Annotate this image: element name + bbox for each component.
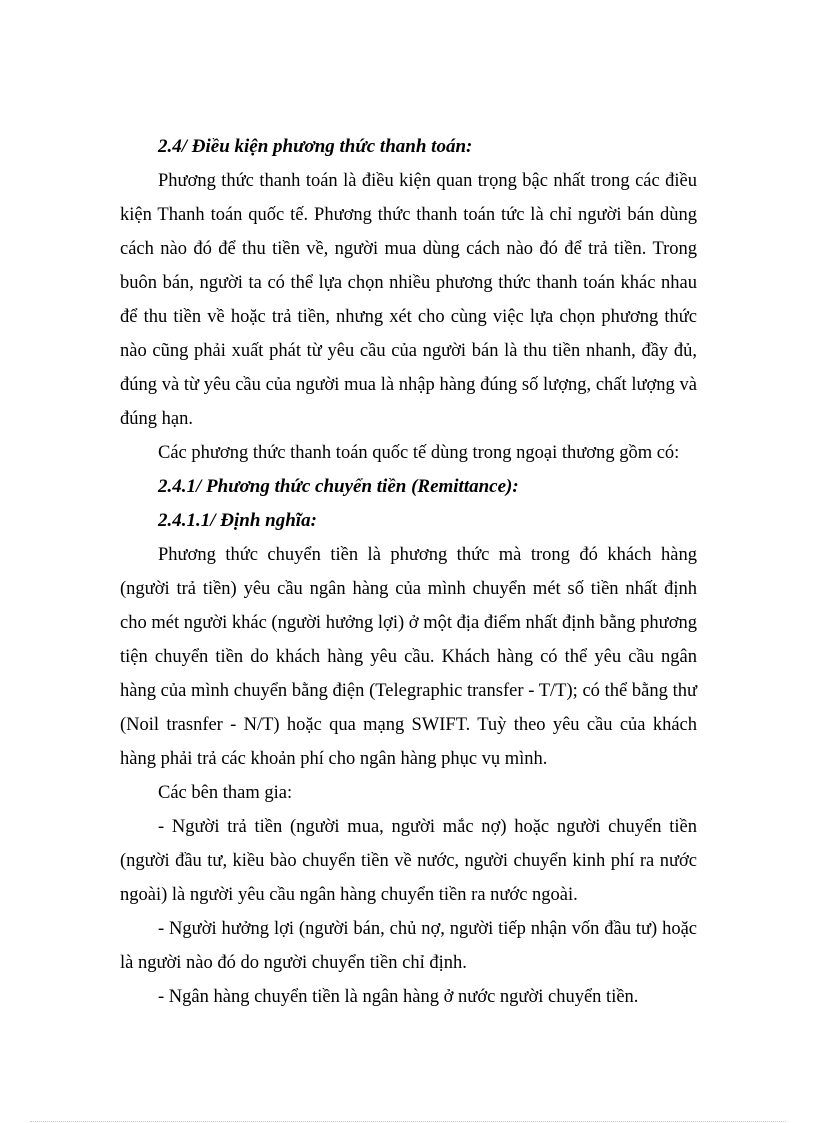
section-heading: 2.4/ Điều kiện phương thức thanh toán: — [158, 136, 473, 157]
intro-paragraph: Phương thức thanh toán là điều kiện quan trọng bậc nhất trong các điều kiện Thanh toán quốc tế. Phương thức thanh toán tức là chỉ người bán dùng cách nào đó để thu tiền về, người mua dùng cách nào đó để trả tiền. Trong buôn bán, người ta có thể lựa chọn nhiều phương thức thanh toán khác nhau để thu tiền về hoặc trả tiền, nhưng xét cho cùng việc lựa chọn phương thức nào cũng phải xuất phát từ yêu cầu của người bán là thu tiền nhanh, đầy đủ, đúng và từ yêu cầu của người mua là nhập hàng đúng số lượng, chất lượng và đúng hạn. — [120, 171, 697, 429]
document-page — [120, 130, 697, 1014]
party-item-remitting-bank: - Ngân hàng chuyển tiền là ngân hàng ở nước người chuyển tiền. — [158, 987, 639, 1007]
page-bottom-divider — [30, 1121, 786, 1122]
parties-intro-paragraph: Các bên tham gia: — [158, 783, 293, 803]
subsection-heading: 2.4.1/ Phương thức chuyển tiền (Remittance): — [158, 476, 519, 497]
methods-intro-paragraph: Các phương thức thanh toán quốc tế dùng trong ngoại thương gồm có: — [158, 443, 680, 463]
party-item-beneficiary: - Người hưởng lợi (người bán, chủ nợ, người tiếp nhận vốn đầu tư) hoặc là người nào đó do người chuyển tiền chỉ định. — [120, 919, 697, 973]
definition-paragraph: Phương thức chuyển tiền là phương thức mà trong đó khách hàng (người trả tiền) yêu cầu ngân hàng của mình chuyển mét số tiền nhất định cho mét người khác (người hưởng lợi) ở một địa điểm nhất định bằng phương tiện chuyển tiền do khách hàng yêu cầu. Khách hàng có thể yêu cầu ngân hàng của mình chuyển bằng điện (Telegraphic transfer - T/T); có thể bằng thư (Noil trasnfer - N/T) hoặc qua mạng SWIFT. Tuỳ theo yêu cầu của khách hàng phải trả các khoản phí cho ngân hàng phục vụ mình. — [120, 545, 697, 769]
party-item-payer: - Người trả tiền (người mua, người mắc nợ) hoặc người chuyển tiền (người đầu tư, kiều bào chuyển tiền về nước, người chuyển kinh phí ra nước ngoài) là người yêu cầu ngân hàng chuyển tiền ra nước ngoài. — [120, 817, 697, 905]
sub-subsection-heading: 2.4.1.1/ Định nghĩa: — [158, 510, 317, 531]
